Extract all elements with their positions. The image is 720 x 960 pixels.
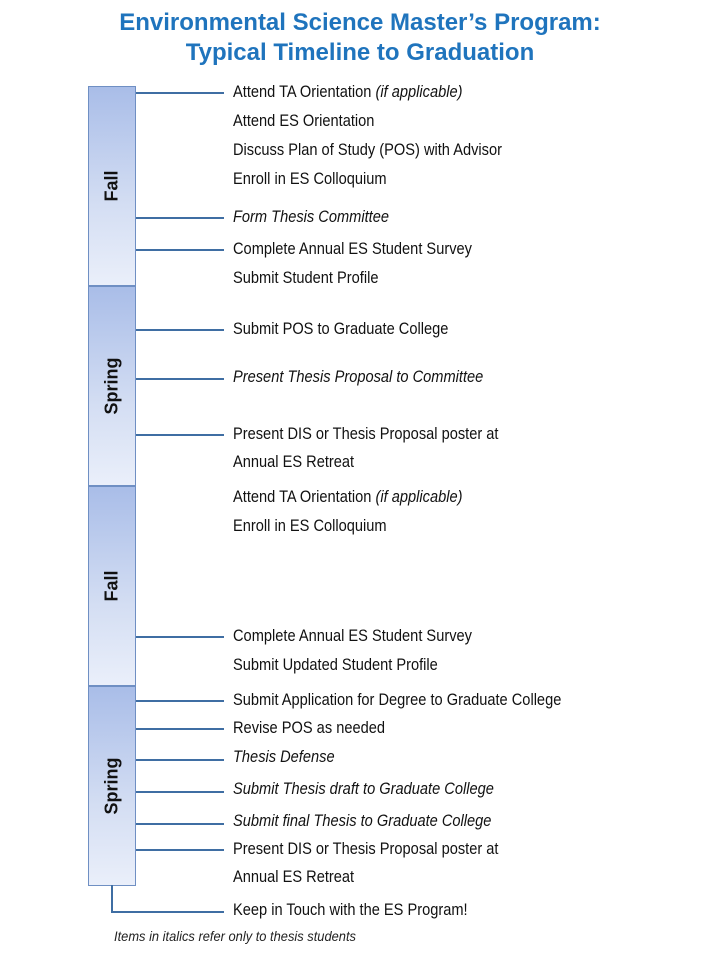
tick-line	[136, 329, 224, 331]
timeline-item: Complete Annual ES Student Survey	[233, 239, 472, 258]
tick-line	[136, 249, 224, 251]
timeline-item: Discuss Plan of Study (POS) with Advisor	[233, 140, 502, 159]
tick-line	[136, 791, 224, 793]
tick-line	[136, 700, 224, 702]
timeline-item: Annual ES Retreat	[233, 867, 355, 886]
timeline-item: Submit Student Profile	[233, 268, 379, 287]
timeline-item: Present DIS or Thesis Proposal poster at	[233, 424, 499, 443]
timeline-item-thesis: Thesis Defense	[233, 747, 335, 766]
footnote: Items in italics refer only to thesis students	[114, 928, 356, 944]
tick-line	[136, 217, 224, 219]
timeline-item-thesis: Submit final Thesis to Graduate College	[233, 811, 492, 830]
tick-line	[136, 823, 224, 825]
semester-label: Fall	[101, 170, 122, 202]
timeline-item: Revise POS as needed	[233, 718, 385, 737]
timeline-item: Submit Updated Student Profile	[233, 655, 438, 674]
timeline-item-thesis: Present Thesis Proposal to Committee	[233, 367, 484, 386]
tick-line	[136, 636, 224, 638]
title-line-2: Typical Timeline to Graduation	[185, 39, 535, 66]
title-line-1: Environmental Science Master’s Program:	[119, 9, 601, 36]
timeline-item: Enroll in ES Colloquium	[233, 169, 387, 188]
semester-bar-fall-1	[88, 86, 136, 286]
semester-label: Spring	[101, 757, 122, 815]
semester-label: Spring	[101, 357, 122, 415]
timeline-item-thesis: Form Thesis Committee	[233, 207, 389, 226]
timeline-item-final: Keep in Touch with the ES Program!	[233, 900, 468, 919]
tick-line	[136, 759, 224, 761]
timeline-item: Attend TA Orientation (if applicable)	[233, 82, 463, 101]
tick-line	[136, 728, 224, 730]
semester-bar-fall-2	[88, 486, 136, 686]
final-connector-horizontal	[111, 911, 224, 913]
tick-line	[136, 92, 224, 94]
tick-line	[136, 434, 224, 436]
timeline-item: Complete Annual ES Student Survey	[233, 626, 472, 645]
tick-line	[136, 849, 224, 851]
semester-bar-spring-2	[88, 686, 136, 886]
semester-label: Fall	[101, 570, 122, 602]
tick-line	[136, 378, 224, 380]
timeline-item: Submit POS to Graduate College	[233, 319, 449, 338]
timeline-item: Attend TA Orientation (if applicable)	[233, 487, 463, 506]
timeline-item: Enroll in ES Colloquium	[233, 516, 387, 535]
timeline-item: Submit Application for Degree to Graduate College	[233, 690, 562, 709]
timeline-item: Present DIS or Thesis Proposal poster at	[233, 839, 499, 858]
timeline-item: Annual ES Retreat	[233, 452, 355, 471]
timeline-item: Attend ES Orientation	[233, 111, 375, 130]
semester-bar-spring-1	[88, 286, 136, 486]
final-connector-vertical	[111, 885, 113, 913]
timeline-item-thesis: Submit Thesis draft to Graduate College	[233, 779, 494, 798]
